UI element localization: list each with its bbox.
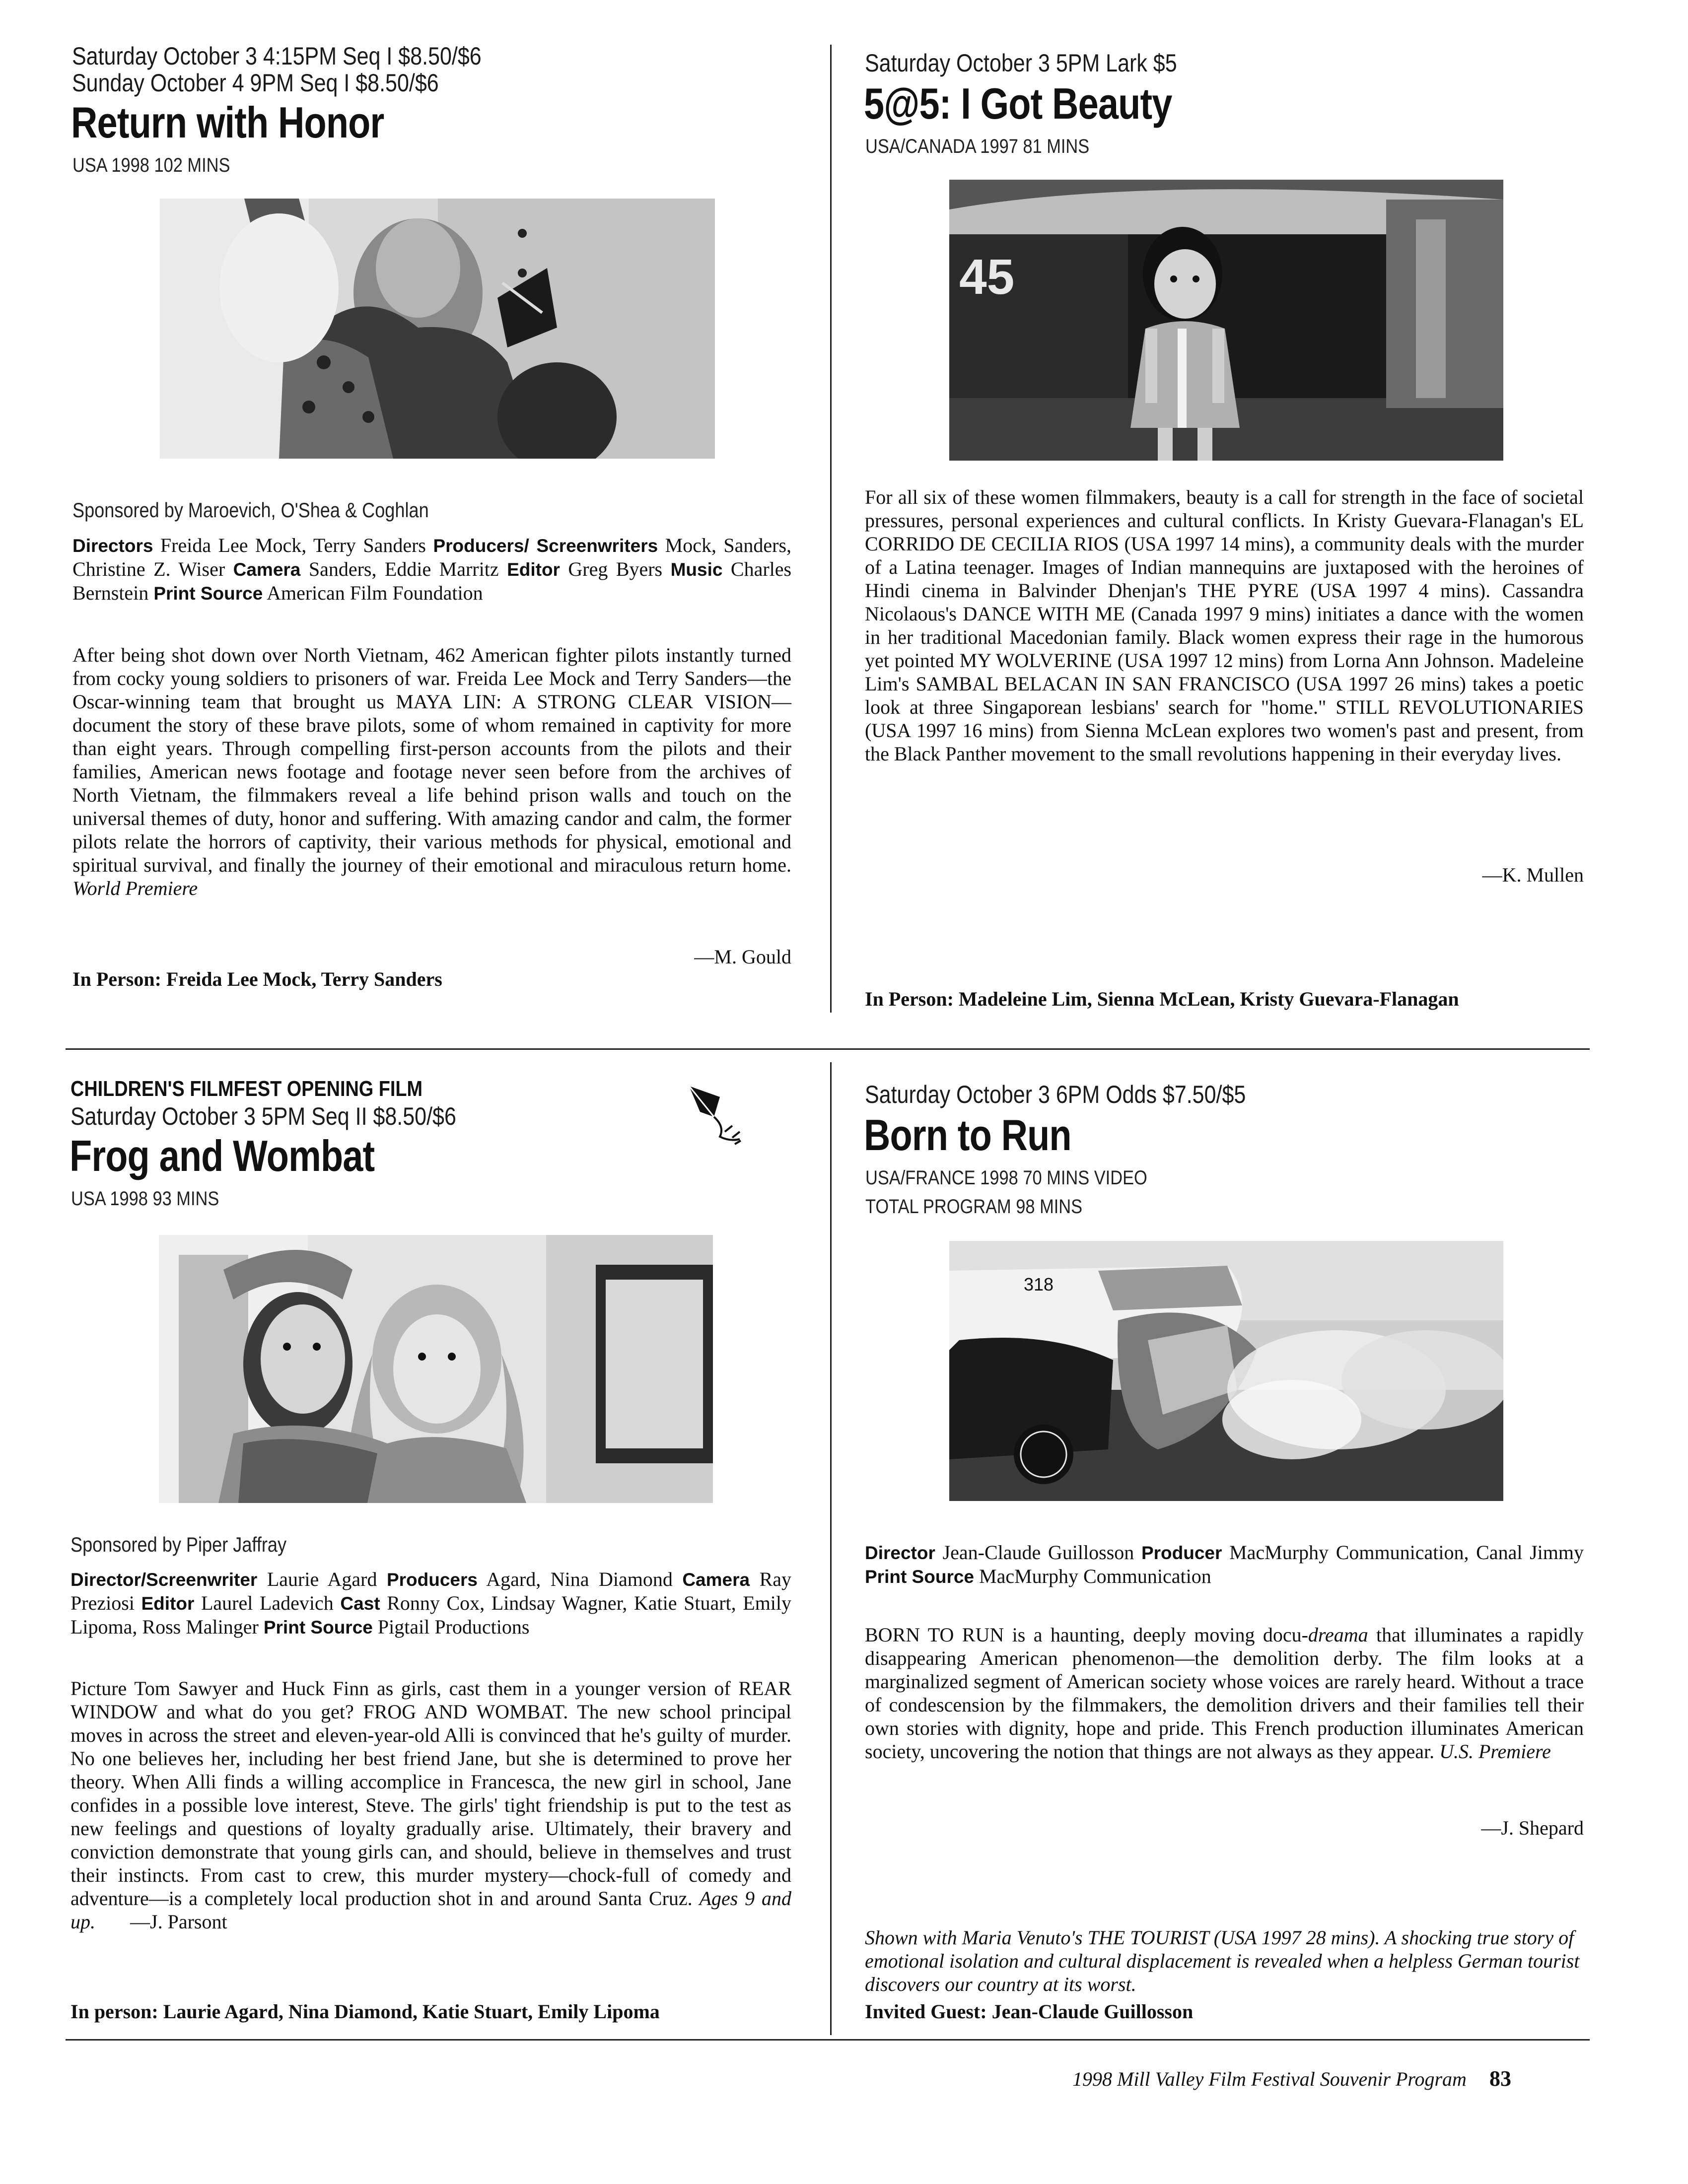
credit-value: Jean-Claude Guillosson [942, 1541, 1134, 1564]
film-meta: USA 1998 102 MINS [72, 154, 230, 176]
credit-label: Editor [507, 559, 560, 580]
schedule-line-1: Saturday October 3 4:15PM Seq I $8.50/$6 [72, 42, 482, 70]
film-meta-line-2: TOTAL PROGRAM 98 MINS [865, 1196, 1083, 1218]
credit-label: Producers [386, 1570, 478, 1590]
in-person-line: In Person: Freida Lee Mock, Terry Sanders [72, 968, 442, 990]
reviewer-signature: —M. Gould [694, 946, 791, 968]
credit-value: American Film Foundation [267, 582, 483, 604]
credit-label: Cast [340, 1593, 380, 1614]
film-title: Born to Run [864, 1110, 1071, 1160]
page-number: 83 [1489, 2066, 1511, 2091]
credit-value: Agard, Nina Diamond [486, 1568, 673, 1590]
two-girls-photo [159, 1235, 713, 1503]
credit-label: Director/Screenwriter [70, 1570, 258, 1590]
credit-label: Editor [141, 1593, 195, 1614]
credit-label: Print Source [153, 583, 263, 604]
in-person-line: In person: Laurie Agard, Nina Diamond, Katie Stuart, Emily Lipoma [70, 2000, 660, 2023]
car-number-text: 45 [959, 249, 1015, 305]
film-still-return-with-honor [160, 199, 715, 459]
film-meta-line-1: USA/FRANCE 1998 70 MINS VIDEO [865, 1167, 1147, 1189]
credit-value: Greg Byers [568, 558, 663, 580]
film-meta: USA/CANADA 1997 81 MINS [865, 136, 1090, 157]
film-description [72, 643, 791, 900]
description-lead: BORN TO RUN is a haunting, deeply moving docu- [865, 1624, 1308, 1646]
film-title: 5@5: I Got Beauty [864, 79, 1172, 128]
page-footer [1072, 2067, 1511, 2091]
schedule-line-2: Sunday October 4 9PM Seq I $8.50/$6 [72, 69, 439, 97]
credit-value: MacMurphy Communication, Canal Jimmy [1229, 1541, 1584, 1564]
sponsor-line: Sponsored by Piper Jaffray [70, 1533, 287, 1556]
section-divider [66, 1048, 1590, 1050]
credit-label: Camera [233, 559, 301, 580]
publication-title: 1998 Mill Valley Film Festival Souvenir Program [1072, 2068, 1467, 2090]
description-emphasis: dreama [1308, 1624, 1368, 1646]
film-description [70, 1677, 791, 1933]
credit-label: Print Source [865, 1567, 974, 1587]
credit-value: Ray Preziosi [70, 1568, 792, 1614]
credit-label: Producer [1141, 1543, 1222, 1563]
kite-icon [685, 1082, 750, 1152]
credit-value: Ronny Cox, Lindsay Wagner, Katie Stuart, Emily Lipoma, Ross Malinger [70, 1592, 792, 1638]
credits-block [70, 1568, 791, 1639]
shown-with-note: Shown with Maria Venuto's THE TOURIST (USA 1997 28 mins). A shocking true story of emotional isolation and cultural displacement is revealed when a helpless German tourist discovers our country at its worst. [865, 1926, 1580, 1995]
schedule-line-1: Saturday October 3 5PM Seq II $8.50/$6 [70, 1102, 456, 1130]
credit-label: Producers/ Screenwriters [433, 536, 658, 556]
premiere-note: U.S. Premiere [1439, 1740, 1551, 1763]
credit-value: Charles Bernstein [72, 558, 792, 604]
credit-value: MacMurphy Communication [979, 1565, 1211, 1587]
reviewer-signature: —J. Shepard [1481, 1817, 1584, 1839]
credits-block [72, 534, 791, 605]
in-person-line: In Person: Madeleine Lim, Sienna McLean, Kristy Guevara-Flanagan [865, 988, 1459, 1010]
reviewer-signature: —K. Mullen [1482, 864, 1584, 886]
sponsor-line: Sponsored by Maroevich, O'Shea & Coghlan [72, 498, 429, 522]
credit-value: Mock, Sanders, Christine Z. Wiser [72, 534, 792, 580]
demolition-derby-photo [949, 1241, 1503, 1501]
column-divider-top [830, 45, 832, 1013]
footer-rule [66, 2039, 1590, 2041]
film-still-i-got-beauty [949, 180, 1503, 461]
girl-by-car-photo [949, 180, 1503, 461]
column-divider-bottom [830, 1062, 832, 2035]
invited-guest-line: Invited Guest: Jean-Claude Guillosson [865, 2000, 1194, 2023]
film-description: For all six of these women filmmakers, beauty is a call for strength in the face of societal pressures, personal experiences and cultural conflicts. In Kristy Guevara-Flanagan's EL CORRIDO DE CECILIA RIOS (USA 1997 14 mins), a community deals with the murder of a Latina teenager. Images of Indian mannequins are juxtaposed with the heroines of Hindi cinema in Balvinder Dhenjan's THE PYRE (USA 1997 4 mins). Cassandra Nicolaous's DANCE WITH ME (Canada 1997 9 mins) initiates a dance with the women in her traditional Macedonian family. Black women express their rage in the humorous yet pointed MY WOLVERINE (USA 1997 12 mins) from Lorna Ann Johnson. Madeleine Lim's SAMBAL BELACAN IN SAN FRANCISCO (USA 1997 26 mins) takes a poetic look at three Singaporean lesbians' search for "home." STILL REVOLUTIONARIES (USA 1997 16 mins) from Sienna McLean explores two women's past and present, from the Black Panther movement to the small revolutions happening in their everyday lives. [865, 486, 1584, 765]
credit-label: Director [865, 1543, 935, 1563]
credit-label: Directors [72, 536, 153, 556]
credit-value: Laurie Agard [267, 1568, 377, 1590]
credit-value: Freida Lee Mock, Terry Sanders [160, 534, 426, 556]
premiere-note: World Premiere [72, 877, 198, 899]
car-number-text: 318 [1024, 1274, 1054, 1295]
film-still-frog-and-wombat [159, 1235, 713, 1503]
reviewer-signature: —J. Parsont [130, 1911, 227, 1933]
credit-value: Sanders, Eddie Marritz [308, 558, 499, 580]
film-title: Frog and Wombat [70, 1131, 375, 1180]
description-text: that illuminates a rapidly disappearing American phenomenon—the demolition derby. The film looks at a marginalized segment of American society whose voices are rarely heard. Without a trace of condescension by the filmmakers, the demolition drivers and their families tell their own stories with dignity, hope and pride. This French production illuminates American society, uncovering the notion that things are not always as they appear. [865, 1624, 1584, 1763]
schedule-line-1: Saturday October 3 6PM Odds $7.50/$5 [865, 1081, 1246, 1108]
section-kicker: CHILDREN'S FILMFEST OPENING FILM [70, 1077, 423, 1101]
age-note: Ages 9 and up. [70, 1887, 791, 1933]
description-text: Picture Tom Sawyer and Huck Finn as girls, cast them in a younger version of REAR WINDOW and what do you get? FROG AND WOMBAT. The new school principal moves in across the street and eleven-year-old Alli is convinced that he's guilty of murder. No one believes her, including her best friend Jane, but she is determined to prove her theory. When Alli finds a willing accomplice in Francesca, the new girl in school, Jane confides in a possible love interest, Steve. The girls' tight friendship is put to the test as new feelings and questions of loyalty gradually arise. Ultimately, their bravery and conviction demonstrate that young girls can, and should, believe in themselves and trust their instincts. From cast to crew, this murder mystery—chock-full of comedy and adventure—is a completely local production shot in and around Santa Cruz. [70, 1677, 791, 1910]
credits-block [865, 1541, 1584, 1588]
film-still-born-to-run [949, 1241, 1503, 1501]
credit-label: Camera [682, 1570, 750, 1590]
pilot-embrace-photo [160, 199, 715, 459]
description-text: After being shot down over North Vietnam, 462 American fighter pilots instantly turned from cocky young soldiers to prisoners of war. Freida Lee Mock and Terry Sanders—the Oscar-winning team that brought us MAYA LIN: A STRONG CLEAR VISION—document the story of these brave pilots, some of whom remained in captivity for more than eight years. Through compelling first-person accounts from the pilots and their families, American news footage and footage never seen before from the archives of North Vietnam, the filmmakers reveal a life behind prison walls and touch on the universal themes of duty, honor and suffering. With amazing candor and calm, the former pilots relate the horrors of captivity, their various methods for physical, emotional and spiritual survival, and finally the journey of their emotional and miraculous return home. [72, 644, 791, 876]
credit-label: Print Source [263, 1617, 373, 1638]
credit-value: Pigtail Productions [377, 1616, 530, 1638]
credit-label: Music [670, 559, 723, 580]
credit-value: Laurel Ladevich [201, 1592, 334, 1614]
film-title: Return with Honor [71, 98, 384, 147]
schedule-line-1: Saturday October 3 5PM Lark $5 [865, 49, 1177, 77]
film-description [865, 1623, 1584, 1763]
film-meta: USA 1998 93 MINS [71, 1188, 219, 1210]
